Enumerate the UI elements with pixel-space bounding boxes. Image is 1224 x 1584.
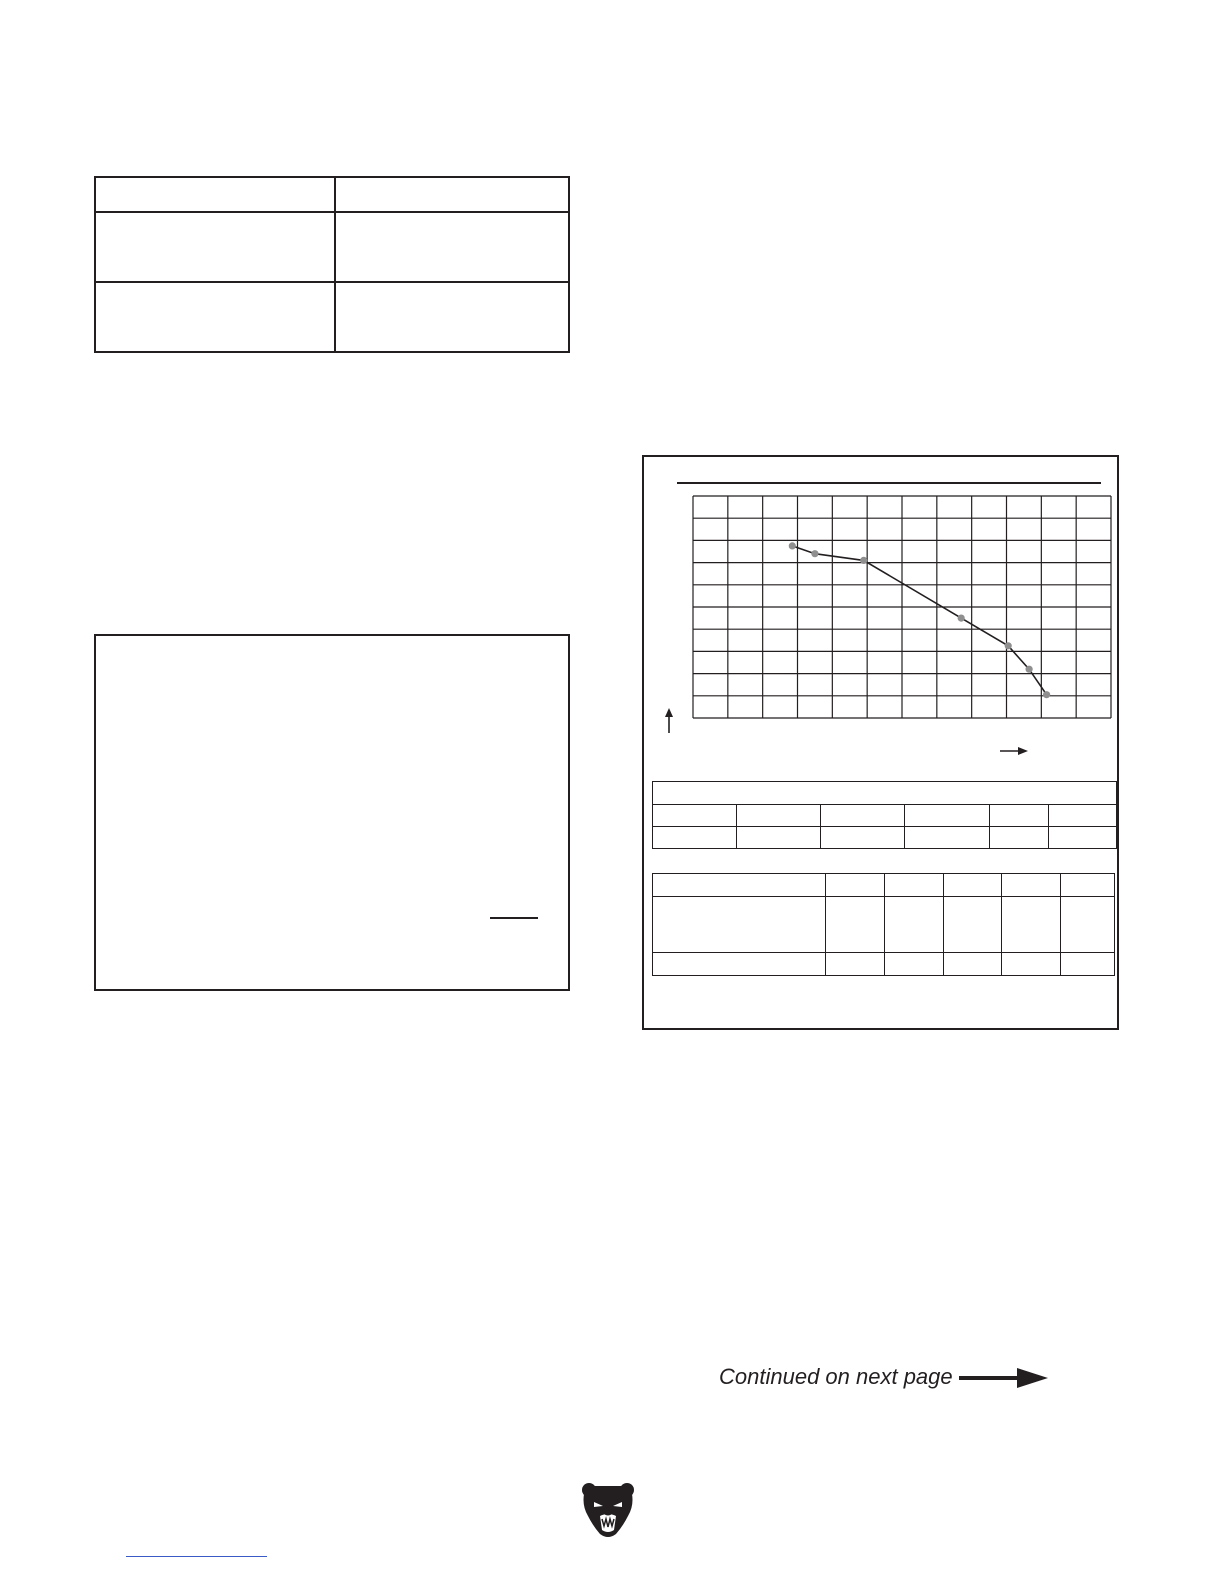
table-header-cell — [1061, 874, 1115, 897]
table-cell — [905, 827, 990, 849]
table-header-cell — [826, 874, 885, 897]
figure-table-upper — [652, 781, 1117, 849]
left-content-box — [94, 634, 570, 991]
figure-table-lower — [652, 873, 1115, 976]
chart-data-point — [789, 542, 796, 549]
y-axis-arrow-icon — [665, 708, 673, 733]
table-cell — [826, 953, 885, 976]
chart-data-point — [1043, 691, 1050, 698]
table-header-cell — [653, 874, 826, 897]
table-cell — [1002, 953, 1061, 976]
top-left-table — [94, 176, 570, 353]
x-axis-arrow-icon — [1000, 747, 1028, 755]
figure-box — [642, 455, 1119, 1030]
underline-blank — [490, 917, 538, 919]
table-cell — [1061, 897, 1115, 953]
table-cell — [821, 805, 905, 827]
table-cell — [335, 212, 569, 282]
table-cell — [1049, 805, 1117, 827]
bear-head-logo — [580, 1482, 636, 1540]
table-header-cell — [885, 874, 944, 897]
table-cell — [990, 805, 1049, 827]
table-cell — [95, 282, 335, 352]
chart-grid — [693, 496, 1111, 718]
table-header-cell — [95, 177, 335, 212]
table-cell — [737, 805, 821, 827]
footer-link-underline[interactable] — [126, 1556, 267, 1557]
table-cell — [885, 897, 944, 953]
table-cell — [1049, 827, 1117, 849]
continued-text: Continued on next page — [719, 1364, 953, 1389]
table-cell — [944, 897, 1002, 953]
table-cell — [905, 805, 990, 827]
chart-data-point — [860, 557, 867, 564]
table-cell — [885, 953, 944, 976]
continued-notice — [719, 1362, 1059, 1394]
table-cell — [653, 805, 737, 827]
table-header-cell — [653, 782, 1117, 805]
table-cell — [737, 827, 821, 849]
table-cell — [1002, 897, 1061, 953]
performance-chart — [644, 457, 1116, 757]
table-header-cell — [1002, 874, 1061, 897]
table-header-cell — [335, 177, 569, 212]
chart-markers — [789, 542, 1050, 698]
table-cell — [95, 212, 335, 282]
table-cell — [826, 897, 885, 953]
table-cell — [653, 953, 826, 976]
table-cell — [1061, 953, 1115, 976]
table-cell — [821, 827, 905, 849]
chart-data-point — [811, 550, 818, 557]
chart-data-point — [958, 615, 965, 622]
table-cell — [653, 827, 737, 849]
chart-data-point — [1005, 642, 1012, 649]
table-cell — [990, 827, 1049, 849]
chart-data-point — [1026, 666, 1033, 673]
chart-series-line — [792, 546, 1046, 695]
table-cell — [335, 282, 569, 352]
table-cell — [653, 897, 826, 953]
table-cell — [944, 953, 1002, 976]
arrow-right-icon — [957, 1366, 1051, 1390]
table-header-cell — [944, 874, 1002, 897]
